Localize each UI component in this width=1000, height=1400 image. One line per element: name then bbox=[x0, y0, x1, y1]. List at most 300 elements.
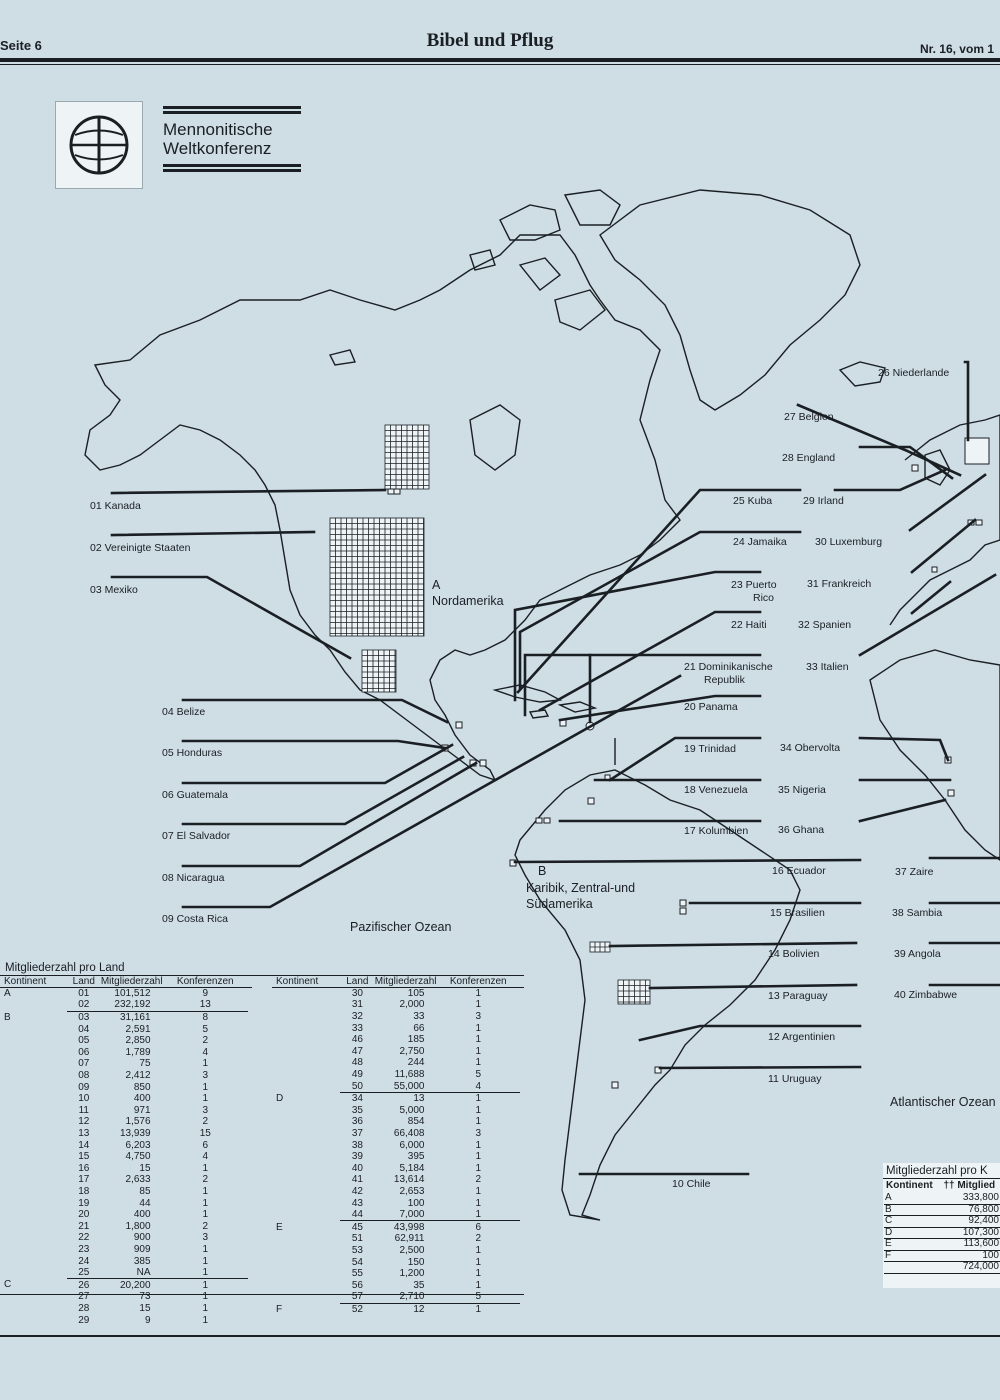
conferences-cell: 8 bbox=[163, 1011, 248, 1023]
country-code-cell: 55 bbox=[351, 1268, 363, 1280]
conferences-cell: 1 bbox=[202, 1058, 209, 1070]
continent-cell bbox=[4, 1209, 67, 1221]
table-row bbox=[4, 1047, 248, 1059]
table-row bbox=[4, 1244, 248, 1256]
country-label: 15 Brasilien bbox=[770, 907, 825, 919]
table-row bbox=[276, 1139, 520, 1151]
conferences-cell: 4 bbox=[202, 1046, 209, 1058]
members-cell: 20,200 bbox=[101, 1279, 163, 1291]
members-cell: 395 bbox=[407, 1151, 425, 1163]
country-code-cell: 41 bbox=[351, 1174, 363, 1186]
members-cell: 724,000 bbox=[907, 1262, 1000, 1274]
continent-cell: A bbox=[4, 987, 11, 999]
membership-grid-paraguay bbox=[618, 980, 650, 1004]
country-code-cell: 14 bbox=[78, 1139, 90, 1151]
conferences-cell: 1 bbox=[202, 1185, 209, 1197]
members-cell: 2,591 bbox=[125, 1023, 151, 1035]
table-row bbox=[4, 1163, 248, 1175]
ocean-label-atlantic: Atlantischer Ozean bbox=[890, 1095, 996, 1109]
continent-cell: A bbox=[884, 1193, 907, 1204]
members-cell: 75 bbox=[139, 1058, 151, 1070]
conferences-cell: 5 bbox=[475, 1291, 482, 1303]
table-row bbox=[4, 1220, 248, 1232]
country-label: 32 Spanien bbox=[798, 619, 852, 631]
continent-cell bbox=[4, 1220, 67, 1232]
country-code-cell: 18 bbox=[78, 1185, 90, 1197]
conferences-cell: 1 bbox=[475, 1244, 482, 1256]
country-code-cell: 13 bbox=[78, 1128, 90, 1140]
members-cell: 62,911 bbox=[394, 1233, 425, 1245]
table-row bbox=[4, 1255, 248, 1267]
country-code-cell: 20 bbox=[78, 1209, 90, 1221]
continent-cell: D bbox=[276, 1092, 284, 1104]
continent-cell bbox=[4, 1255, 67, 1267]
col-header: Land bbox=[346, 976, 369, 988]
conferences-cell: 1 bbox=[475, 1022, 482, 1034]
conferences-cell: 9 bbox=[202, 987, 209, 999]
members-cell: 4,750 bbox=[125, 1151, 151, 1163]
table-row bbox=[884, 1227, 1000, 1239]
conferences-cell: 1 bbox=[475, 1279, 482, 1291]
conferences-cell: 1 bbox=[163, 1279, 248, 1291]
country-label: 07 El Salvador bbox=[162, 830, 231, 842]
country-label: 29 Irland bbox=[803, 495, 844, 507]
member-table-title: Mitgliederzahl pro Land bbox=[5, 962, 125, 974]
table-row bbox=[276, 1233, 520, 1245]
conferences-cell: 3 bbox=[202, 1104, 209, 1116]
members-cell: 909 bbox=[133, 1243, 151, 1255]
members-cell: 76,800 bbox=[907, 1204, 1000, 1216]
table-row bbox=[884, 1262, 1000, 1274]
membership-grid-bolivien bbox=[590, 942, 610, 952]
table-row bbox=[276, 1303, 520, 1315]
table-row bbox=[276, 1151, 520, 1163]
south-america-outline bbox=[515, 770, 800, 1220]
table-row bbox=[884, 1193, 1000, 1204]
members-cell: 244 bbox=[407, 1057, 425, 1069]
country-label: 21 Dominikanische bbox=[684, 661, 773, 673]
continent-cell bbox=[4, 1267, 67, 1279]
conferences-cell: 1 bbox=[202, 1209, 209, 1221]
members-cell: 100 bbox=[407, 1197, 425, 1209]
country-label: 36 Ghana bbox=[778, 824, 825, 836]
members-cell: 13,939 bbox=[119, 1128, 151, 1140]
members-cell: 100 bbox=[907, 1250, 1000, 1262]
region-a-letter: A bbox=[432, 578, 441, 592]
country-code-cell: 07 bbox=[78, 1058, 90, 1070]
continent-cell bbox=[4, 1174, 67, 1186]
country-code-cell: 54 bbox=[351, 1256, 363, 1268]
conferences-cell: 1 bbox=[436, 1303, 520, 1315]
col-header: Kontinent bbox=[4, 976, 47, 988]
col-header: Konferenzen bbox=[176, 976, 234, 988]
country-code-cell: 39 bbox=[351, 1151, 363, 1163]
table-row bbox=[276, 1268, 520, 1280]
conferences-cell: 1 bbox=[475, 1256, 482, 1268]
continent-cell: B bbox=[884, 1204, 907, 1216]
table-row bbox=[276, 1022, 520, 1034]
member-table bbox=[0, 962, 524, 1326]
member-table-left bbox=[4, 976, 248, 1326]
continent-cell bbox=[4, 1093, 67, 1105]
conferences-cell: 1 bbox=[475, 1151, 482, 1163]
table-row bbox=[276, 1197, 520, 1209]
country-code-cell: 09 bbox=[78, 1081, 90, 1093]
members-cell: 2,850 bbox=[125, 1035, 151, 1047]
conferences-cell: 2 bbox=[475, 1233, 482, 1245]
members-cell: 9 bbox=[144, 1314, 151, 1326]
country-code-cell: 29 bbox=[78, 1314, 90, 1326]
members-cell: 854 bbox=[407, 1116, 425, 1128]
country-label: 04 Belize bbox=[162, 706, 206, 718]
membership-grid-kanada bbox=[385, 425, 429, 489]
members-cell: 971 bbox=[133, 1104, 151, 1116]
continent-cell bbox=[4, 1197, 67, 1209]
conferences-cell: 1 bbox=[202, 1314, 209, 1326]
continent-cell bbox=[276, 988, 340, 1000]
col-header: Land bbox=[72, 976, 95, 988]
country-code-cell: 17 bbox=[78, 1174, 90, 1186]
continent-cell: B bbox=[4, 1011, 11, 1023]
conferences-cell: 1 bbox=[202, 1243, 209, 1255]
col-header: Mitgliederzahl bbox=[100, 976, 163, 988]
conferences-cell: 2 bbox=[202, 1220, 209, 1232]
continent-cell bbox=[276, 1105, 340, 1117]
table-row bbox=[276, 1092, 520, 1104]
members-cell: 2,000 bbox=[399, 999, 425, 1011]
table-row bbox=[276, 1105, 520, 1117]
members-cell: 66 bbox=[413, 1022, 425, 1034]
country-label: 16 Ecuador bbox=[772, 865, 826, 877]
country-label: 27 Belgien bbox=[784, 411, 834, 423]
country-label: 26 Niederlande bbox=[878, 367, 950, 379]
conferences-cell: 1 bbox=[475, 1185, 482, 1197]
continent-cell bbox=[4, 1186, 67, 1198]
country-label-line2: Republik bbox=[704, 674, 745, 686]
table-row bbox=[4, 1139, 248, 1151]
table-row bbox=[884, 1250, 1000, 1262]
table-row bbox=[4, 988, 248, 1000]
col-header: Mitgliederzahl bbox=[374, 976, 437, 988]
region-b-letter: B bbox=[538, 864, 547, 878]
members-cell: 12 bbox=[375, 1303, 437, 1315]
continent-cell bbox=[276, 1011, 340, 1023]
continent-cell bbox=[276, 1197, 340, 1209]
table-row bbox=[884, 1216, 1000, 1228]
country-code-cell: 45 bbox=[340, 1221, 375, 1233]
country-code-cell: 31 bbox=[351, 999, 363, 1011]
continent-cell bbox=[4, 1035, 67, 1047]
country-label: 35 Nigeria bbox=[778, 784, 826, 796]
country-code-cell: 35 bbox=[351, 1104, 363, 1116]
members-cell: 2,633 bbox=[125, 1174, 151, 1186]
table-row bbox=[276, 1163, 520, 1175]
country-code-cell: 08 bbox=[78, 1070, 90, 1082]
continent-cell bbox=[276, 1245, 340, 1257]
footer-rule bbox=[0, 1335, 1000, 1337]
table-row bbox=[4, 1105, 248, 1117]
continent-cell bbox=[276, 1046, 340, 1058]
members-cell: 2,710 bbox=[399, 1291, 425, 1303]
country-label-line2: Rico bbox=[753, 592, 775, 604]
country-label: 01 Kanada bbox=[90, 500, 141, 512]
country-code-cell: 40 bbox=[351, 1162, 363, 1174]
conferences-cell: 1 bbox=[202, 1302, 209, 1314]
conferences-cell: 15 bbox=[199, 1128, 211, 1140]
table-row bbox=[4, 999, 248, 1011]
country-code-cell: 22 bbox=[78, 1232, 90, 1244]
members-cell: 15 bbox=[139, 1302, 151, 1314]
conferences-cell: 3 bbox=[202, 1232, 209, 1244]
table-row bbox=[4, 1174, 248, 1186]
continent-cell bbox=[276, 1174, 340, 1186]
table-row bbox=[4, 1314, 248, 1326]
table-row bbox=[4, 1303, 248, 1315]
table-row bbox=[276, 1279, 520, 1291]
table-row bbox=[276, 1069, 520, 1081]
continent-cell bbox=[4, 1303, 67, 1315]
continent-cell bbox=[4, 1314, 67, 1326]
members-cell: 2,750 bbox=[399, 1045, 425, 1057]
country-code-cell: 49 bbox=[351, 1069, 363, 1081]
members-cell: 43,998 bbox=[375, 1221, 437, 1233]
continent-cell bbox=[276, 1069, 340, 1081]
table-row bbox=[884, 1204, 1000, 1216]
continent-cell: E bbox=[276, 1221, 283, 1233]
conferences-cell: 1 bbox=[475, 1268, 482, 1280]
conferences-cell: 1 bbox=[202, 1255, 209, 1267]
members-cell: 113,600 bbox=[907, 1239, 1000, 1251]
members-cell: 11,688 bbox=[394, 1069, 425, 1081]
members-cell: 185 bbox=[407, 1034, 425, 1046]
conferences-cell: 2 bbox=[202, 1174, 209, 1186]
col-header: Kontinent bbox=[276, 976, 319, 988]
table-row bbox=[276, 1080, 520, 1092]
continent-table bbox=[883, 1163, 1000, 1288]
members-cell: 1,789 bbox=[125, 1046, 151, 1058]
country-code-cell: 53 bbox=[351, 1244, 363, 1256]
continent-cell: C bbox=[884, 1216, 907, 1228]
table-row bbox=[4, 1209, 248, 1221]
members-cell: 85 bbox=[139, 1185, 151, 1197]
members-cell: 13,614 bbox=[393, 1174, 425, 1186]
country-label: 39 Angola bbox=[894, 948, 941, 960]
country-label: 34 Obervolta bbox=[780, 742, 841, 754]
table-row bbox=[276, 1221, 520, 1233]
table-row bbox=[276, 1256, 520, 1268]
continent-cell bbox=[276, 1151, 340, 1163]
table-row bbox=[276, 1034, 520, 1046]
conferences-cell: 1 bbox=[202, 1093, 209, 1105]
country-code-cell: 34 bbox=[340, 1092, 375, 1104]
conferences-cell: 2 bbox=[202, 1116, 209, 1128]
continent-cell bbox=[276, 1163, 340, 1175]
country-code-cell: 03 bbox=[67, 1011, 101, 1023]
members-cell: 400 bbox=[133, 1209, 151, 1221]
members-cell: 55,000 bbox=[393, 1080, 425, 1092]
table-row bbox=[884, 1239, 1000, 1251]
conferences-cell: 1 bbox=[475, 1197, 482, 1209]
table-row bbox=[4, 1197, 248, 1209]
conferences-cell: 4 bbox=[202, 1151, 209, 1163]
table-row bbox=[276, 1128, 520, 1140]
continent-cell bbox=[4, 1139, 67, 1151]
country-label: 13 Paraguay bbox=[768, 990, 828, 1002]
country-code-cell: 43 bbox=[351, 1197, 363, 1209]
country-label: 18 Venezuela bbox=[684, 784, 748, 796]
country-code-cell: 26 bbox=[67, 1279, 101, 1291]
country-code-cell: 47 bbox=[351, 1045, 363, 1057]
country-label: 31 Frankreich bbox=[807, 578, 872, 590]
newspaper-title: Bibel und Pflug bbox=[426, 30, 554, 51]
continent-cell bbox=[276, 1268, 340, 1280]
continent-cell bbox=[276, 1209, 340, 1221]
conferences-cell: 6 bbox=[436, 1221, 520, 1233]
country-code-cell: 33 bbox=[351, 1022, 363, 1034]
country-label: 28 England bbox=[782, 452, 836, 464]
conferences-cell: 1 bbox=[475, 1162, 482, 1174]
country-code-cell: 05 bbox=[78, 1035, 90, 1047]
members-cell: 92,400 bbox=[907, 1216, 1000, 1228]
country-label: 20 Panama bbox=[684, 701, 738, 713]
membership-grid-mexiko bbox=[362, 650, 396, 692]
members-cell: 7,000 bbox=[399, 1209, 425, 1221]
country-label: 08 Nicaragua bbox=[162, 872, 225, 884]
col-header: Kontinent bbox=[886, 1180, 933, 1191]
continent-cell bbox=[276, 1186, 340, 1198]
table-row bbox=[4, 1093, 248, 1105]
country-code-cell: 21 bbox=[78, 1220, 90, 1232]
conferences-cell: 1 bbox=[475, 999, 482, 1011]
members-cell: 900 bbox=[133, 1232, 151, 1244]
conferences-cell: 1 bbox=[202, 1197, 209, 1209]
table-row bbox=[276, 1116, 520, 1128]
continent-cell bbox=[4, 1128, 67, 1140]
continent-cell bbox=[276, 1256, 340, 1268]
members-cell: 2,653 bbox=[399, 1185, 425, 1197]
table-row bbox=[276, 1046, 520, 1058]
country-code-cell: 28 bbox=[78, 1302, 90, 1314]
conferences-cell: 1 bbox=[202, 1267, 209, 1279]
continent-cell bbox=[276, 1057, 340, 1069]
country-label: 05 Honduras bbox=[162, 747, 223, 759]
continent-cell: E bbox=[884, 1239, 907, 1251]
table-row bbox=[4, 1081, 248, 1093]
table-row bbox=[276, 1209, 520, 1221]
conferences-cell: 1 bbox=[475, 1057, 482, 1069]
members-cell: 35 bbox=[413, 1279, 425, 1291]
table-row bbox=[276, 1174, 520, 1186]
country-label: 03 Mexiko bbox=[90, 584, 138, 596]
continent-cell: F bbox=[884, 1250, 907, 1262]
country-code-cell: 56 bbox=[351, 1279, 363, 1291]
table-row bbox=[276, 1186, 520, 1198]
continent-cell bbox=[276, 1128, 340, 1140]
conferences-cell: 1 bbox=[202, 1162, 209, 1174]
country-label: 30 Luxemburg bbox=[815, 536, 883, 548]
members-cell: 13 bbox=[375, 1092, 437, 1104]
continent-cell bbox=[276, 1034, 340, 1046]
members-cell: 400 bbox=[133, 1093, 151, 1105]
country-code-cell: 44 bbox=[351, 1209, 363, 1221]
table-row bbox=[4, 1011, 248, 1023]
table-row bbox=[4, 1058, 248, 1070]
continent-cell bbox=[276, 1022, 340, 1034]
members-cell: 333,800 bbox=[907, 1193, 1000, 1204]
country-label: 10 Chile bbox=[672, 1178, 711, 1190]
col-header: Konferenzen bbox=[449, 976, 507, 988]
table-row bbox=[4, 1023, 248, 1035]
region-b-name-line1: Karibik, Zentral-und bbox=[526, 881, 636, 895]
table-row bbox=[4, 1279, 248, 1291]
conferences-cell: 5 bbox=[475, 1069, 482, 1081]
country-label: 19 Trinidad bbox=[684, 743, 736, 755]
conferences-cell: 4 bbox=[475, 1080, 482, 1092]
region-b-name-line2: Südamerika bbox=[526, 897, 593, 911]
continent-cell bbox=[884, 1262, 907, 1274]
col-header: †† Mitglied bbox=[943, 1180, 996, 1191]
conferences-cell: 1 bbox=[475, 1104, 482, 1116]
conferences-cell: 5 bbox=[202, 1023, 209, 1035]
members-cell: 105 bbox=[407, 987, 425, 999]
conferences-cell: 2 bbox=[202, 1035, 209, 1047]
members-cell: 6,000 bbox=[399, 1139, 425, 1151]
country-label: 22 Haiti bbox=[731, 619, 767, 631]
conferences-cell: 1 bbox=[475, 987, 482, 999]
country-code-cell: 52 bbox=[340, 1303, 375, 1315]
table-row bbox=[276, 1057, 520, 1069]
table-row bbox=[4, 1035, 248, 1047]
country-code-cell: 38 bbox=[351, 1139, 363, 1151]
members-cell: 44 bbox=[139, 1197, 151, 1209]
country-label: 25 Kuba bbox=[733, 495, 773, 507]
country-label: 06 Guatemala bbox=[162, 789, 228, 801]
members-cell: 5,184 bbox=[399, 1162, 425, 1174]
membership-grid-usa bbox=[330, 518, 424, 636]
continent-cell bbox=[4, 1047, 67, 1059]
country-code-cell: 19 bbox=[78, 1197, 90, 1209]
continent-cell: D bbox=[884, 1227, 907, 1239]
conferences-cell: 1 bbox=[475, 1139, 482, 1151]
members-cell: 73 bbox=[139, 1291, 151, 1303]
country-label: 38 Sambia bbox=[892, 907, 943, 919]
member-table-right bbox=[276, 976, 520, 1315]
country-code-cell: 36 bbox=[351, 1116, 363, 1128]
conferences-cell: 1 bbox=[475, 1116, 482, 1128]
continent-cell bbox=[4, 1105, 67, 1117]
country-label: 37 Zaire bbox=[895, 866, 934, 878]
continent-cell bbox=[276, 1116, 340, 1128]
members-cell: 31,161 bbox=[101, 1011, 163, 1023]
conferences-cell: 6 bbox=[202, 1139, 209, 1151]
country-code-cell: 25 bbox=[78, 1267, 90, 1279]
members-cell: 1,576 bbox=[125, 1116, 151, 1128]
continent-cell bbox=[276, 1279, 340, 1291]
continent-cell bbox=[276, 1233, 340, 1245]
country-code-cell: 37 bbox=[351, 1128, 363, 1140]
continent-cell bbox=[276, 1139, 340, 1151]
org-name-line1: Mennonitische bbox=[163, 120, 273, 139]
country-code-cell: 46 bbox=[351, 1034, 363, 1046]
country-code-cell: 02 bbox=[78, 999, 90, 1011]
country-code-cell: 06 bbox=[78, 1046, 90, 1058]
country-code-cell: 32 bbox=[351, 1011, 363, 1023]
table-row bbox=[4, 1116, 248, 1128]
country-code-cell: 10 bbox=[78, 1093, 90, 1105]
issue-number: Nr. 16, vom 1 bbox=[919, 42, 994, 56]
country-code-cell: 01 bbox=[78, 987, 90, 999]
members-cell: 15 bbox=[139, 1162, 151, 1174]
